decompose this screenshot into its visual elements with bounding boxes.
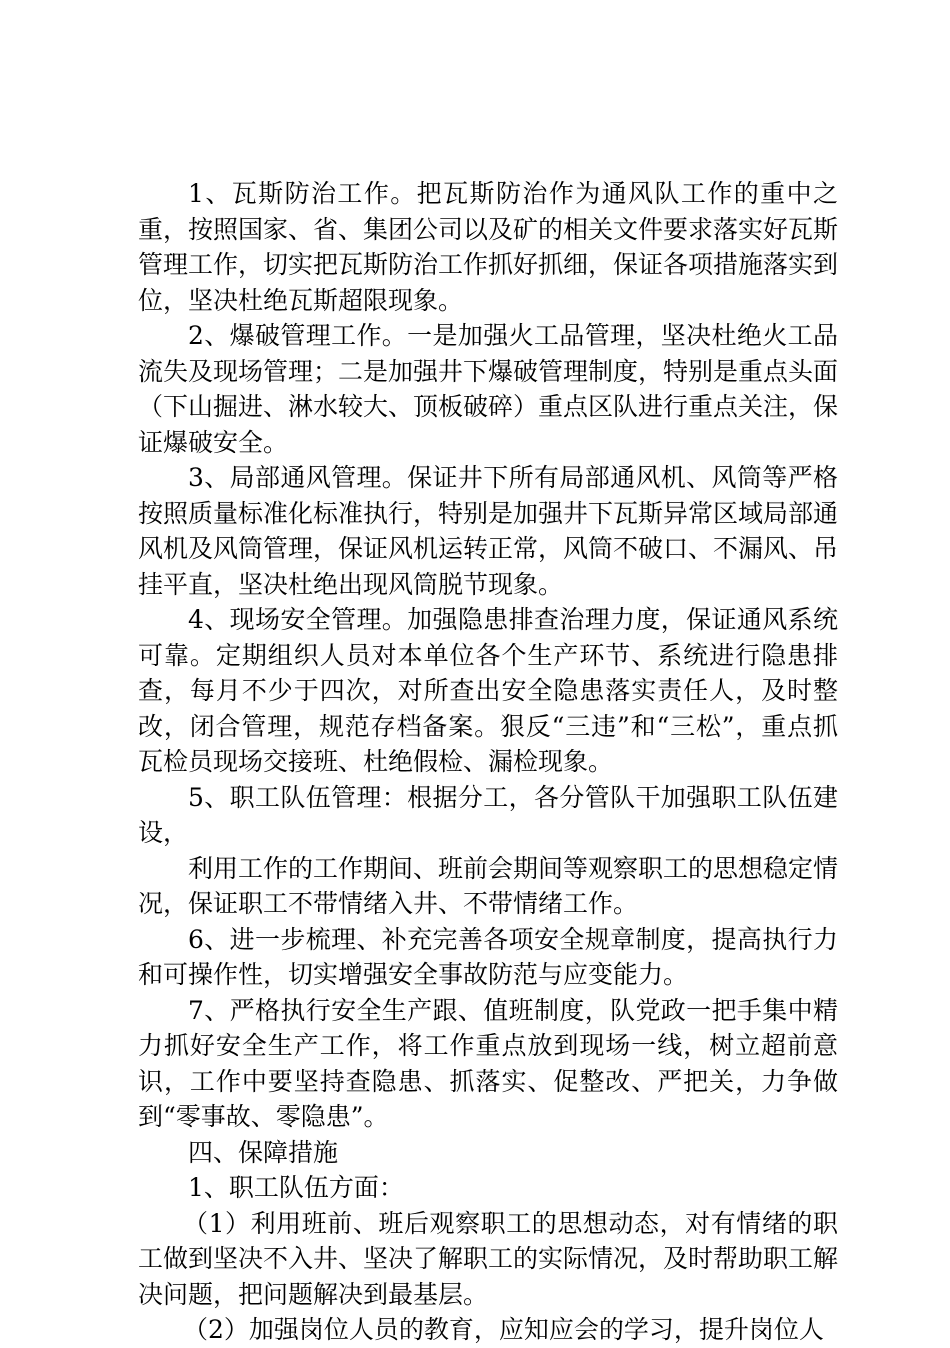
paragraph-blasting-management: 2、爆破管理工作。一是加强火工品管理，坚决杜绝火工品流失及现场管理；二是加强井下爆破管理制度，特别是重点头面（下山掘进、淋水较大、顶板破碎）重点区队进行重点关注，保证爆破安全。 xyxy=(138,321,839,457)
section-heading-safeguards: 四、保障措施 xyxy=(188,1137,339,1167)
paragraph-gas-prevention: 1、瓦斯防治工作。把瓦斯防治作为通风队工作的重中之重，按照国家、省、集团公司以及矿的相关文件要求落实好瓦斯管理工作，切实把瓦斯防治工作抓好抓细，保证各项措施落实到位，坚决杜绝瓦斯超限现象。 xyxy=(138,179,839,315)
subheading-staff-team: 1、职工队伍方面： xyxy=(188,1173,404,1202)
paragraph-duty-system: 7、严格执行安全生产跟、值班制度，队党政一把手集中精力抓好安全生产工作，将工作重点放到现场一线，树立超前意识，工作中要坚持查隐患、抓落实、促整改、严把关，力争做到“零事故、零隐患”。 xyxy=(138,995,838,1131)
paragraph-safety-rules: 6、进一步梳理、补充完善各项安全规章制度，提高执行力和可操作性，切实增强安全事故防范与应变能力。 xyxy=(138,924,838,989)
paragraph-item-1: （1）利用班前、班后观察职工的思想动态，对有情绪的职工做到坚决不入井、坚决了解职工的实际情况，及时帮助职工解决问题，把问题解决到最基层。 xyxy=(138,1208,839,1309)
paragraph-item-2: （2）加强岗位人员的教育，应知应会的学习，提升岗位人 xyxy=(183,1315,824,1344)
paragraph-staff-observation: 利用工作的工作期间、班前会期间等观察职工的思想稳定情况，保证职工不带情绪入井、不带情绪工作。 xyxy=(138,853,839,918)
paragraph-site-safety: 4、现场安全管理。加强隐患排查治理力度，保证通风系统可靠。定期组织人员对本单位各个生产环节、系统进行隐患排查，每月不少于四次，对所查出安全隐患落实责任人，及时整改，闭合管理，规范存档备案。狠反“三违”和“三松”，重点抓瓦检员现场交接班、杜绝假检、漏检现象。 xyxy=(138,605,838,776)
document-body xyxy=(138,176,838,1348)
paragraph-staff-management: 5、职工队伍管理：根据分工，各分管队干加强职工队伍建设， xyxy=(138,782,838,847)
paragraph-local-ventilation: 3、局部通风管理。保证井下所有局部通风机、风筒等严格按照质量标准化标准执行，特别是加强井下瓦斯异常区域局部通风机及风筒管理，保证风机运转正常，风筒不破口、不漏风、吊挂平直，坚决杜绝出现风筒脱节现象。 xyxy=(138,463,839,599)
